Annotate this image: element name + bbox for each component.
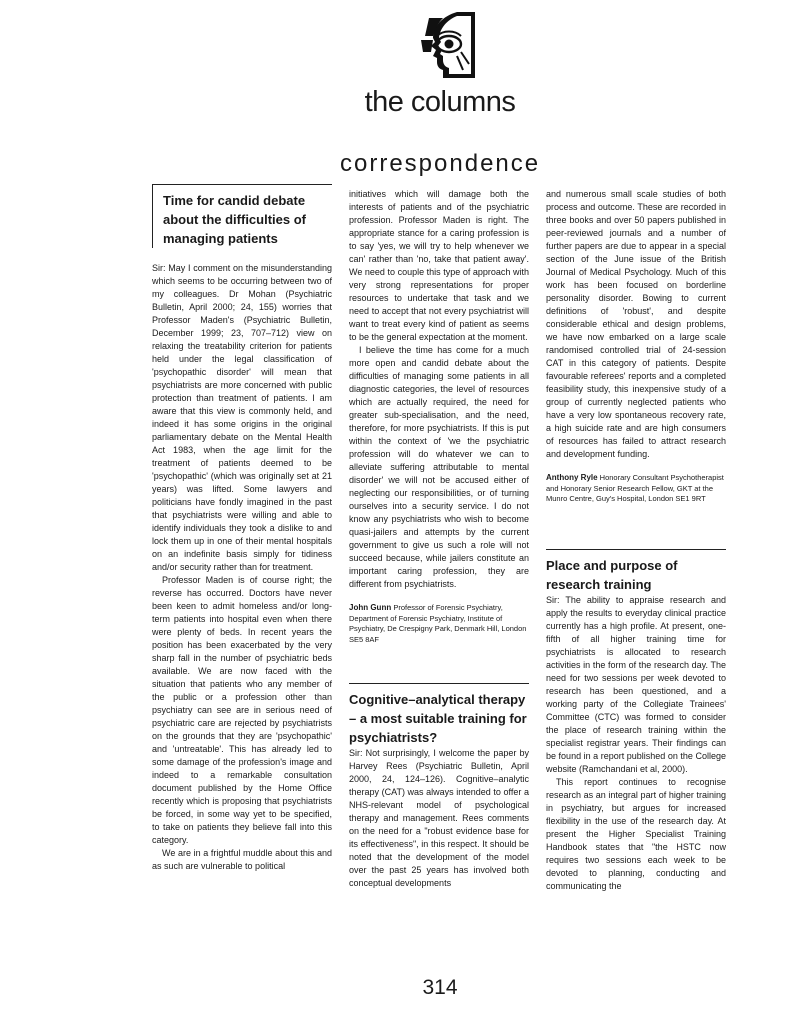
- column-2: [349, 188, 529, 890]
- letter-2-title: Cognitive–analytical therapy – a most suitable training for psychiatrists?: [349, 692, 527, 745]
- letter-2-signature: [546, 473, 726, 505]
- letter-2-paragraph-2: and numerous small scale studies of both process and outcome. These are recorded in three books and over 50 papers published in peer-reviewed journals and a number of further papers are due to appear in a special section of the June issue of the British Journal of Medical Psychology. Much of this work has been focused on borderline personality disorder. Bowing to current definitions of 'robust', and despite considerable ethical and design problems, we have now embarked on a large scale randomised controlled trial of 24-session CAT in this category of patients. Despite favourable referees' reports and a completed feasibility study, this inexpensive study of a group of currently neglected patients who have a very low spontaneous recovery rate, a high suicide rate and are high consumers of resources has failed to attract research and development funding.: [546, 189, 726, 459]
- letter-1-paragraph-5: I believe the time has come for a much more open and candid debate about the difficulties of managing some patients in all diagnostic categories, the level of resources which are actually required, the need for greater sub-specialisation, and the need, therefore, for more psychiatrists. If this is put within the context of 'we the psychiatric profession will do whatever we can to alleviate suffering attributable to mental disorder' we will not be accused either of neglecting our responsibilities, or of turning ourselves into a security service. I do not know any psychiatrists who wish to become quasi-jailers and attempts by the current government to give us such a role will not succeed because, while jailers constitute an important caring profession, they are different from psychiatrists.: [349, 345, 529, 589]
- letter-1-title: Time for candid debate about the difficulties of managing patients: [163, 193, 306, 246]
- letter-2-heading: [349, 683, 529, 747]
- section-title: the columns: [364, 86, 516, 118]
- letter-2-author: Anthony Ryle: [546, 473, 598, 482]
- letter-3-heading: [546, 549, 726, 594]
- column-1: [152, 184, 332, 873]
- letter-3-paragraph-2: This report continues to recognise research as an integral part of higher training in psychiatry, but argues for increased flexibility in the use of the research day. At present the Higher Specialist Training Handbook states that "the HSTC now requires two sessions each week to be devoted to planning, conducting and communicating the: [546, 776, 726, 891]
- letter-1-signature: [349, 603, 529, 645]
- page-number: 314: [422, 976, 458, 999]
- letter-1-paragraph-4: initiatives which will damage both the interests of patients and of the psychiatric profession. Professor Maden is right. The appropriate stance for a caring profession is to say 'yes, we will try to help whenever we can' rather than 'no, take that patient away'. We need to couple this type of approach with very strong representations for proper resources to undertake that task and we need to accept that not every psychiatrist will want to treat every kind of patient as seems to be the general expectation at the moment.: [349, 189, 529, 342]
- letter-2-affiliation: Honorary Consultant Psychotherapist and Honorary Senior Research Fellow, GKT at the Munro Centre, Guy's Hospital, London SE1 9RT: [546, 473, 724, 503]
- eye-profile-logo-icon: [413, 12, 475, 78]
- letter-3-title: Place and purpose of research training: [546, 557, 678, 592]
- subsection-heading: correspondence: [340, 150, 541, 177]
- letter-3-paragraph-1: Sir: The ability to appraise research and apply the results to everyday clinical practice currently has a high profile. At present, one-fifth of all higher training time for psychiatrists is allocated to research activities in the form of the research day. The need for two sessions per week devoted to research has been questioned, and a working party of the Collegiate Trainees' Committee (CTC) was formed to consider the place of research training within the specialist registrar years. Their findings can be found in a report published on the College website (Ramchandani et al, 2000).: [546, 594, 726, 774]
- letter-1-author: John Gunn: [349, 603, 392, 612]
- letter-1-affiliation: Professor of Forensic Psychiatry, Department of Forensic Psychiatry, Institute of Psychiatry, De Crespigny Park, Denmark Hill, London SE5 8AF: [349, 603, 527, 644]
- letter-1-paragraph-2: Professor Maden is of course right; the reverse has occurred. Doctors have never been keen to admit homeless and/or long-term patients into hospital even when there were plenty of beds. In recent years the position has been exacerbated by the very sharp fall in the number of psychiatric beds available. We are now faced with the situation that patients who any member of the public or a profession other than psychiatry can see are in serious need of psychiatric care are rejected by psychiatrists on the grounds that they are 'psychopathic' and 'untreatable'. This has already led to some damage of the profession's image and indeed to a remarkable consultation document published by the Home Office recently which is proposing that psychiatrists be forced, in some way yet to be specified, to take on patients they believe fall into this category.: [152, 575, 332, 845]
- column-3: [546, 188, 726, 893]
- letter-1-paragraph-1: Sir: May I comment on the misunderstanding which seems to be occurring between two of my colleagues. Dr Mohan (Psychiatric Bulletin, April 2000; 24, 155) worries that Professor Maden's (Psychiatric Bulletin, December 1999; 23, 707–712) view on relaxing the treatability criterion for patients held under the legal classification of 'psychopathic disorder' will mean that psychiatrists are more concerned with public protection than treatment of patients. I am aware that this view is commonly held, and indeed it has some origins in the original parliamentary debate on the Mental Health Act 1983, when the age limit for the treatment of patients deemed to be 'psychopathic' (which was originally set at 21 years) was lifted. Some lawyers and politicians have fondly imagined in the past that psychiatrists were willing and able to identify individuals they took a dislike to and lock them up in one of their mental hospitals on an indefinite basis simply for tidiness and/or security rather than for treatment.: [152, 263, 332, 572]
- letter-2-paragraph-1: Sir: Not surprisingly, I welcome the paper by Harvey Rees (Psychiatric Bulletin, April 2000, 24, 124–126). Cognitive–analytic therapy (CAT) was always intended to offer a NHS-relevant model of psychological therapy and management. Rees comments on the need for a "robust evidence base for its effectiveness", in this respect. It should be noted that the development of the model over the past 25 years has involved both conceptual developments: [349, 748, 529, 888]
- letter-1-paragraph-3: We are in a frightful muddle about this and as such are vulnerable to political: [152, 848, 332, 871]
- letter-1-heading-box: [152, 184, 332, 248]
